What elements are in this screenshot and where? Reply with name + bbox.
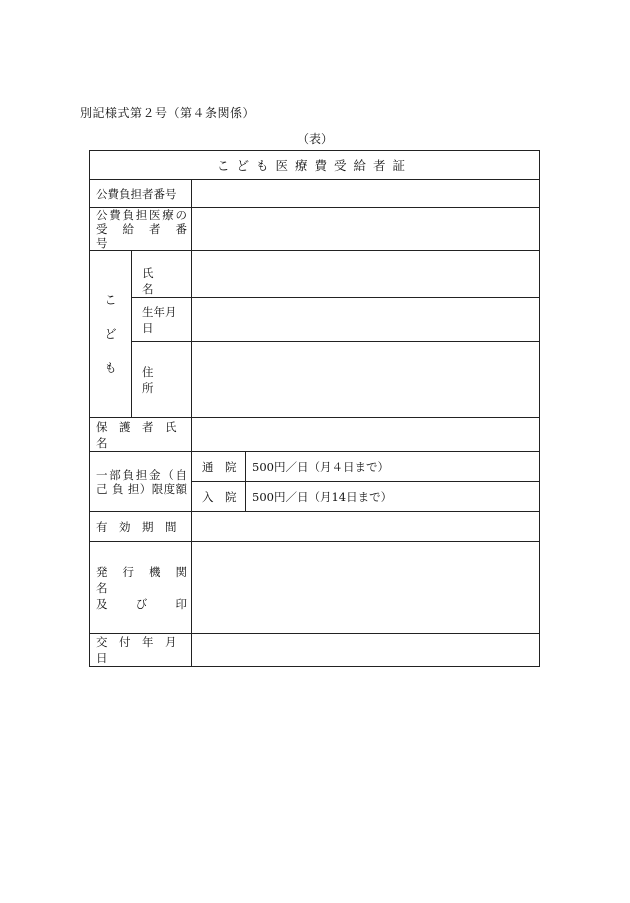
validity-period-value (192, 512, 540, 542)
child-address-label: 住 所 (132, 342, 192, 418)
guardian-name-label: 保 護 者 氏 名 (90, 418, 192, 452)
issuer-value (192, 542, 540, 634)
child-name-label: 氏 名 (132, 251, 192, 298)
certificate-title: こども医療費受給者証 (90, 151, 540, 180)
issue-date-value (192, 634, 540, 667)
issuer-label-line2: 及 び 印 (96, 596, 187, 611)
child-name-value (192, 251, 540, 298)
copay-limit-label-line1: 一部負担金（自 (96, 467, 187, 482)
public-payer-number-value (192, 180, 540, 208)
certificate-table (89, 150, 540, 667)
child-group-char-3: も (104, 361, 117, 375)
copay-limit-label-line2: 己 負 担）限度額 (96, 481, 187, 496)
inpatient-label: 入 院 (192, 482, 246, 512)
guardian-name-value (192, 418, 540, 452)
form-reference: 別記様式第２号（第４条関係） (80, 106, 256, 120)
issuer-label (90, 542, 199, 634)
side-label: （表） (296, 132, 333, 146)
issuer-label-line1: 発 行 機 関 名 (96, 564, 199, 595)
recipient-number-label (90, 208, 199, 251)
recipient-number-label-line1: 公費負担医療の (96, 208, 187, 222)
child-address-value (192, 342, 540, 418)
child-group-char-2: ど (104, 327, 117, 341)
child-birthdate-value (192, 298, 540, 342)
child-group-label (90, 251, 132, 418)
recipient-number-label-line2: 受 給 者 番 号 (96, 222, 199, 250)
outpatient-label: 通 院 (192, 452, 246, 482)
public-payer-number-label: 公費負担者番号 (90, 180, 192, 208)
recipient-number-value (192, 208, 540, 251)
outpatient-value: 500円／日（月４日まで） (246, 452, 540, 482)
issue-date-label: 交 付 年 月 日 (90, 634, 192, 667)
copay-limit-label (90, 452, 192, 512)
child-birthdate-label: 生年月日 (132, 298, 192, 342)
child-group-char-1: こ (104, 293, 117, 307)
validity-period-label: 有 効 期 間 (90, 512, 192, 542)
inpatient-value: 500円／日（月14日まで） (246, 482, 540, 512)
